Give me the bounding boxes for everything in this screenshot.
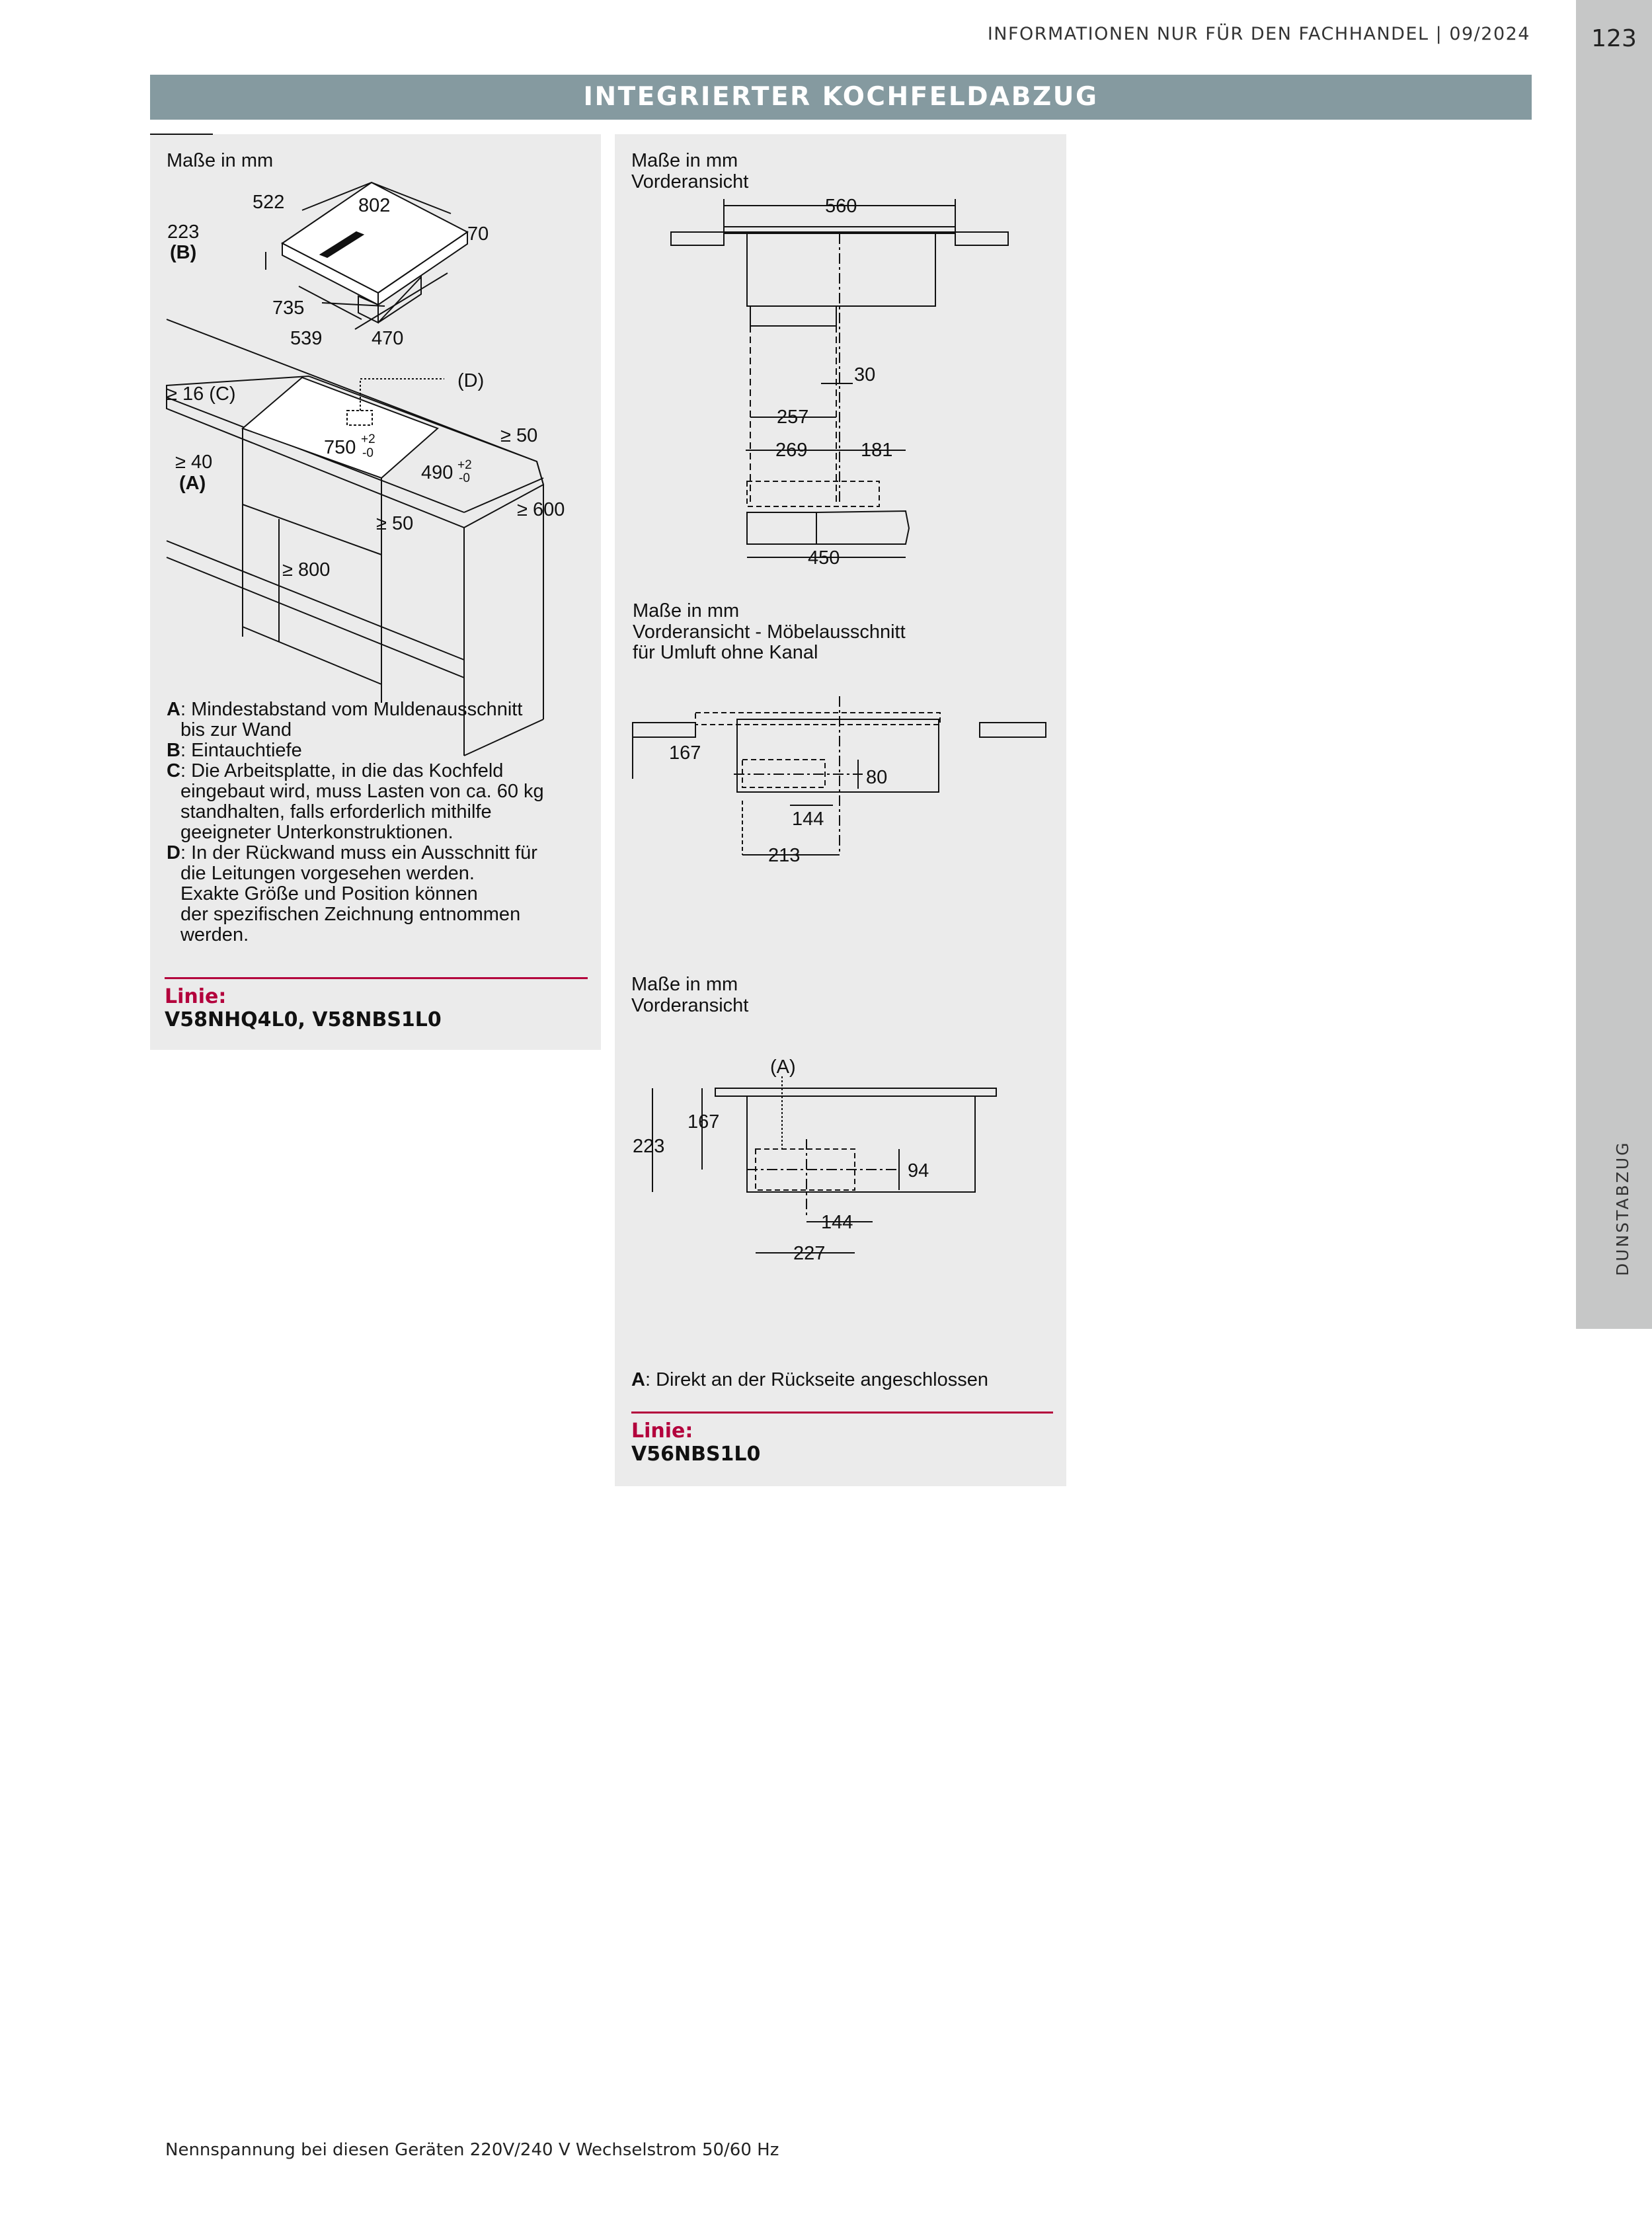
note-key: A xyxy=(631,1369,645,1390)
d2-measures-label: Maße in mm xyxy=(633,600,740,621)
model-numbers: V58NHQ4L0, V58NBS1L0 xyxy=(165,1008,442,1031)
dim-167: 167 xyxy=(669,742,701,764)
dim-a-label: (A) xyxy=(770,1056,796,1078)
dim-144: 144 xyxy=(821,1212,853,1233)
dim-181: 181 xyxy=(861,440,893,461)
rear-connection-diagram xyxy=(615,1040,1066,1264)
legend xyxy=(167,699,590,945)
legend-item-b xyxy=(167,740,590,761)
legend-text: : Eintauchtiefe xyxy=(180,740,302,761)
side-tab-label: DUNSTABZUG xyxy=(1613,1140,1632,1276)
legend-item-d xyxy=(167,843,590,945)
panel-right xyxy=(615,134,1066,1486)
dim-750-tol-plus: +2 xyxy=(361,432,375,446)
dim-539: 539 xyxy=(290,328,323,349)
d1-measures-label: Maße in mm xyxy=(631,150,738,171)
model-numbers: V56NBS1L0 xyxy=(631,1443,761,1466)
dim-213: 213 xyxy=(768,845,801,866)
dim-490-tol-minus: -0 xyxy=(459,471,470,485)
legend-item-a xyxy=(167,699,590,740)
dim-223: 223 xyxy=(633,1136,665,1157)
dim-470: 470 xyxy=(372,328,404,349)
dim-490: 490 xyxy=(421,462,453,483)
dim-227: 227 xyxy=(793,1243,826,1264)
dim-94: 94 xyxy=(908,1160,929,1181)
dim-167: 167 xyxy=(688,1111,720,1133)
d2-view-label-2: für Umluft ohne Kanal xyxy=(633,642,818,663)
dim-80: 80 xyxy=(866,767,888,788)
linie-label: Linie: xyxy=(165,985,227,1008)
furniture-cutout-diagram xyxy=(615,696,1066,994)
dim-50a: ≥ 50 xyxy=(500,425,538,446)
divider-rule xyxy=(631,1412,1053,1414)
measures-label: Maße in mm xyxy=(167,150,274,171)
dim-750: 750 xyxy=(324,437,356,458)
legend-key: B xyxy=(167,740,180,761)
dim-a: (A) xyxy=(179,473,206,494)
side-tab xyxy=(1576,0,1652,1329)
dim-257: 257 xyxy=(777,407,809,428)
legend-key: D xyxy=(167,842,180,863)
header-info: INFORMATIONEN NUR FÜR DEN FACHHANDEL | 09/2024 xyxy=(987,24,1530,44)
dim-40: ≥ 40 xyxy=(175,452,213,473)
dim-490-tol-plus: +2 xyxy=(457,458,472,472)
legend-item-c xyxy=(167,761,590,843)
dim-522: 522 xyxy=(253,192,285,213)
footer-note: Nennspannung bei diesen Geräten 220V/240 V Wechselstrom 50/60 Hz xyxy=(165,2140,779,2160)
dim-70: 70 xyxy=(467,223,489,245)
dim-735: 735 xyxy=(272,298,305,319)
divider-rule xyxy=(165,977,588,979)
dim-b: (B) xyxy=(170,242,197,263)
section-title: INTEGRIERTER KOCHFELDABZUG xyxy=(150,75,1532,120)
linie-label: Linie: xyxy=(631,1419,693,1443)
front-view-diagram xyxy=(615,134,1066,571)
dim-750-tol-minus: -0 xyxy=(362,446,374,460)
d3-view-label: Vorderansicht xyxy=(631,995,749,1016)
dim-802: 802 xyxy=(358,195,391,216)
dim-600: ≥ 600 xyxy=(517,499,565,520)
dim-223: 223 xyxy=(167,221,200,243)
dim-d: (D) xyxy=(457,370,485,391)
dim-144: 144 xyxy=(792,809,824,830)
dim-450: 450 xyxy=(808,547,840,569)
d2-view-label: Vorderansicht - Möbelausschnitt xyxy=(633,621,906,643)
legend-text: : In der Rückwand muss ein Ausschnitt für die Leitungen vorgesehen werden. Exakte Größe und Position können der spezifischen Zeichnung entnommen werden. xyxy=(180,842,537,945)
legend-text: : Die Arbeitsplatte, in die das Kochfeld eingebaut wird, muss Lasten von ca. 60 kg standhalten, falls erforderlich mithilfe geeigneter Unterkonstruktionen. xyxy=(180,760,544,843)
dim-560: 560 xyxy=(825,196,857,217)
dim-30: 30 xyxy=(854,364,876,385)
note xyxy=(631,1369,988,1390)
installation-diagram xyxy=(150,134,601,703)
panel-left xyxy=(150,134,601,1050)
legend-key: C xyxy=(167,760,180,781)
dim-50b: ≥ 50 xyxy=(376,513,414,534)
legend-key: A xyxy=(167,699,180,720)
note-text: : Direkt an der Rückseite angeschlossen xyxy=(645,1369,988,1390)
page-number: 123 xyxy=(1591,25,1637,52)
legend-text: : Mindestabstand vom Muldenausschnitt bis zur Wand xyxy=(180,699,523,740)
dim-269: 269 xyxy=(775,440,808,461)
d3-measures-label: Maße in mm xyxy=(631,974,738,995)
dim-800: ≥ 800 xyxy=(282,559,331,580)
dim-c16: ≥ 16 (C) xyxy=(167,383,236,405)
d1-view-label: Vorderansicht xyxy=(631,171,749,192)
